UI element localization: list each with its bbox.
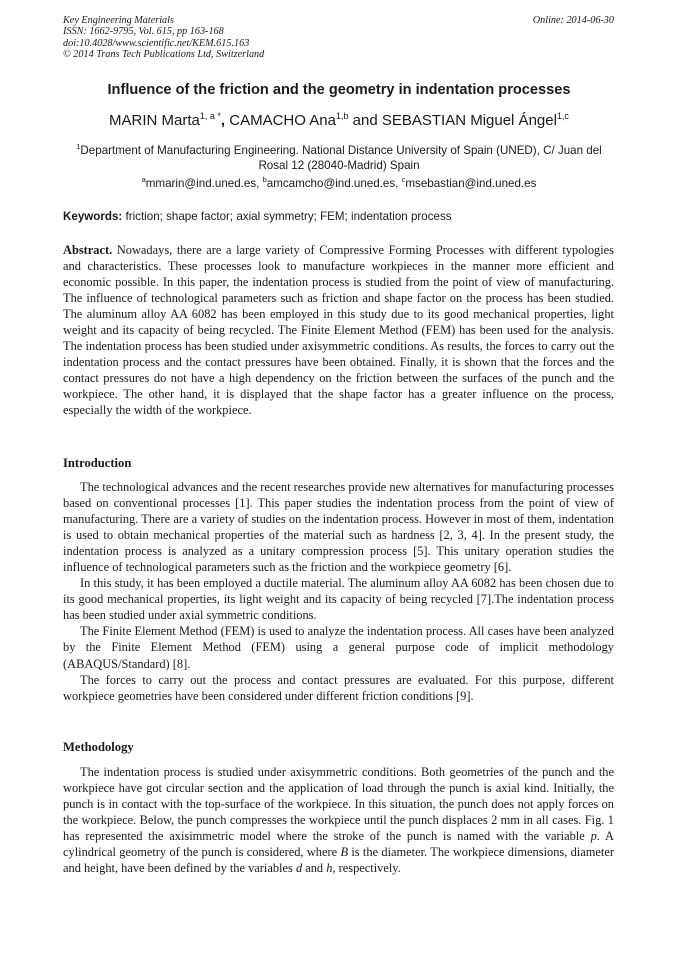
method-text-4: and <box>302 861 327 876</box>
affiliation <box>70 139 608 174</box>
affiliation-sup: 1 <box>76 142 81 151</box>
methodology-body <box>63 764 614 876</box>
intro-paragraph: The technological advances and the recent researches provide new alternatives for manufacturing processes based on conventional processes [1]. This paper studies the indentation process from the point of view of manufacturing. There are a variety of studies on the indentation process. However in most of them, indentation is used to obtain mechanical properties of the material such as hardness [2, 3, 4]. In the present study, the indentation process is analyzed as a unitary compression process [5]. This unitary operation studies the influence of technological parameters such as the friction and the workpiece geometry [6]. <box>63 480 614 575</box>
keywords-text: friction; shape factor; axial symmetry; FEM; indentation process <box>122 210 452 223</box>
variable-p: p <box>590 829 597 844</box>
methodology-heading: Methodology <box>63 740 134 754</box>
keywords-label: Keywords: <box>63 210 123 223</box>
introduction-heading: Introduction <box>63 456 132 470</box>
email-b-sup: b <box>262 175 267 184</box>
method-text-5: , respectively. <box>332 861 401 876</box>
author-separator: , <box>220 112 226 129</box>
keywords <box>63 210 615 223</box>
email-c-sup: c <box>401 175 406 184</box>
introduction-body <box>63 479 614 704</box>
author-1-name: MARIN Marta <box>109 112 200 129</box>
variable-b: B <box>340 845 349 860</box>
abstract <box>63 242 614 419</box>
abstract-label: Abstract. <box>63 243 113 257</box>
author-3-sup: 1,c <box>556 111 569 121</box>
abstract-text: Nowadays, there are a large variety of Compressive Forming Processes with different typologies and characteristics. These processes look to manufacture workpieces in the manner more efficient and economic possible. In this paper, the indentation process is studied from the point of view of manufacturing. The influence of technological parameters such as friction and shape factor on the process has been studied. The aluminum alloy AA 6082 has been employed in this study due to its good mechanical properties, light weight and its capacity of being recycled. The Finite Element Method (FEM) has been used for the analysis. The indentation process has been studied under axisymmetric conditions. As results, the forces to carry out the indentation process and the contact pressures have been obtained. Finally, it is shown that the forces and the contact pressures do not have a high dependency on the friction between the surfaces of the punch and the workpiece. The other hand, it is displayed that the shape factor has a greater influence on the process, especially the width of the workpiece. <box>63 243 614 418</box>
author-emails <box>40 175 638 190</box>
journal-name: Key Engineering Materials <box>63 15 174 26</box>
doi-line[interactable]: doi:10.4028/www.scientific.net/KEM.615.163 <box>63 37 250 49</box>
copyright-line: © 2014 Trans Tech Publications Ltd, Switzerland <box>63 49 265 61</box>
author-and: and <box>348 112 382 129</box>
paper-title: Influence of the friction and the geometry in indentation processes <box>107 82 571 98</box>
author-2-name: CAMACHO Ana <box>225 112 336 129</box>
email-b[interactable]: amcamcho@ind.uned.es, <box>266 176 402 190</box>
affiliation-text: Department of Manufacturing Engineering. National Distance University of Spain (UNED), C/ Juan del Rosal 12 (28040-Madrid) Spain <box>80 143 602 173</box>
method-text-2: . A cylindrical geometry of the punch is considered, where <box>63 829 614 860</box>
intro-paragraph: In this study, it has been employed a ductile material. The aluminum alloy AA 6082 has been chosen due to its good mechanical properties, its light weight and its capacity of being recycled [7].The indentation process has been studied under axial symmetric conditions. <box>63 576 614 623</box>
method-text-3: is the diameter. The workpiece dimensions, diameter and height, have been defined by the variables <box>63 845 614 876</box>
variable-h: h <box>326 861 333 876</box>
author-1-sup: 1, a * <box>199 111 221 121</box>
author-3-name: SEBASTIAN Miguel Ángel <box>381 112 557 129</box>
email-a[interactable]: mmarin@ind.uned.es, <box>145 176 263 190</box>
method-text-1: The indentation process is studied under axisymmetric conditions. Both geometries of the punch and the workpiece have got circular section and the application of load through the punch is axial kind. Initially, the punch is in contact with the top-surface of the workpiece. In this situation, the punch does not apply forces on the workpiece. Below, the punch compresses the workpiece until the punch displaces 2 mm in all cases. Fig. 1 has represented the axisimmetric model where the stroke of the punch is named with the variable <box>63 765 614 844</box>
issn-line: ISSN: 1662-9795, Vol. 615, pp 163-168 <box>63 26 224 38</box>
method-paragraph <box>63 764 614 876</box>
variable-d: d <box>295 861 303 876</box>
email-a-sup: a <box>141 175 146 184</box>
intro-paragraph: The forces to carry out the process and contact pressures are evaluated. For this purpose, different workpiece geometries have been considered under different friction conditions [9]. <box>63 672 614 703</box>
journal-header <box>63 15 264 61</box>
intro-paragraph: The Finite Element Method (FEM) is used to analyze the indentation process. All cases have been analyzed by the Finite Element Method (FEM) using a general purpose code of implicit methodology (ABAQUS/Standard) [8]. <box>63 624 614 671</box>
author-list <box>40 111 638 129</box>
online-date: Online: 2014-06-30 <box>532 15 614 26</box>
author-2-sup: 1,b <box>335 111 349 121</box>
email-c[interactable]: msebastian@ind.uned.es <box>405 176 537 190</box>
